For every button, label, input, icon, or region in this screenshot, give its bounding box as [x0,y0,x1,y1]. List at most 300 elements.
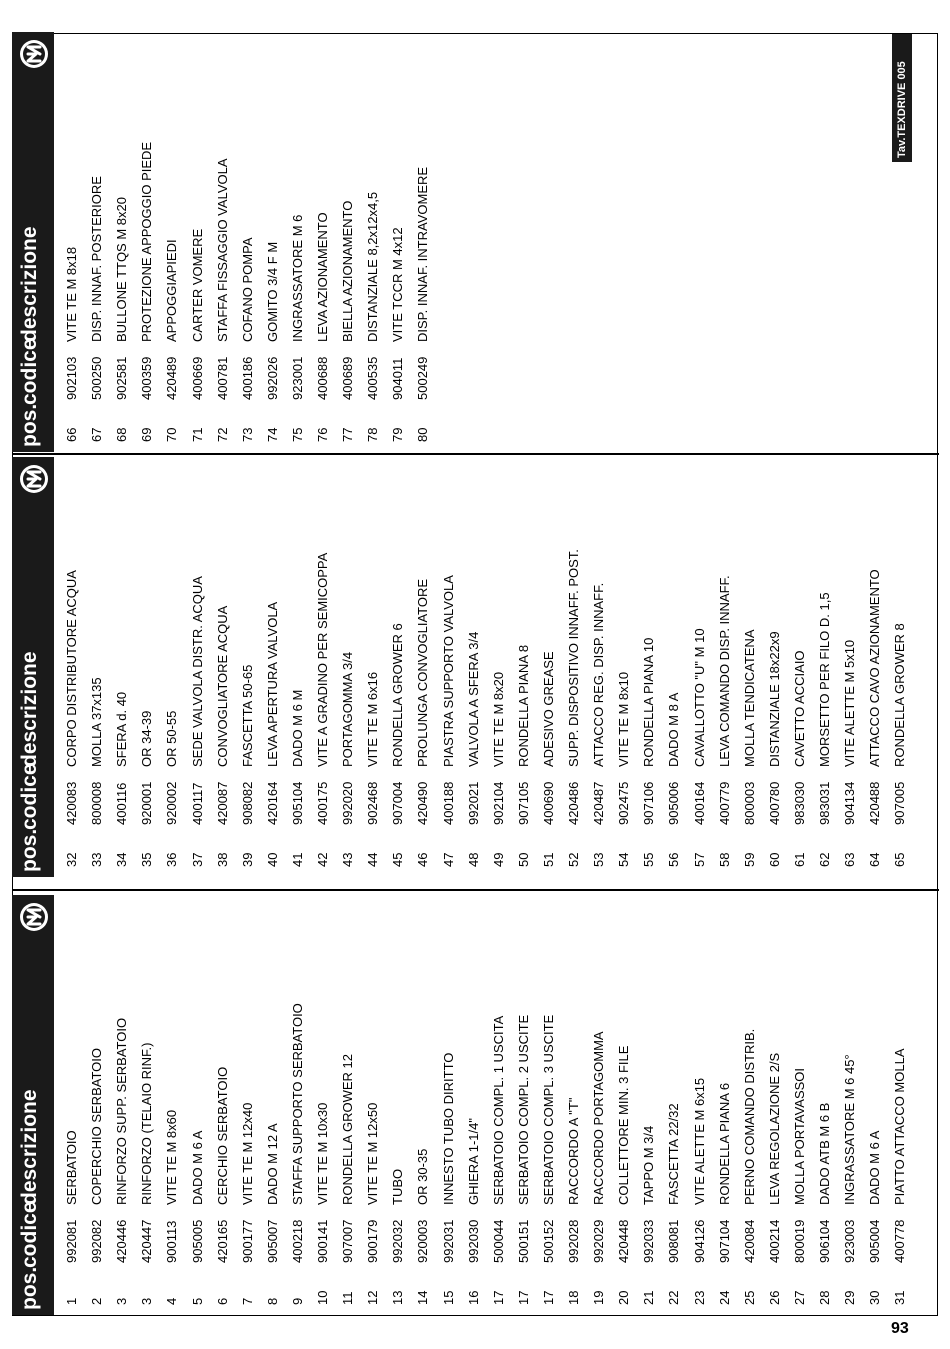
row-pos: 26 [766,1290,782,1305]
row-descrizione: DADO ATB M 6 B [817,1102,832,1205]
row-descrizione: COPERCHIO SERBATOIO [89,1048,105,1205]
row-pos: 60 [766,852,782,867]
row-codice: 420487 [591,781,607,825]
table-row [812,457,837,877]
row-descrizione: PROTEZIONE APPOGGIO PIEDE [139,141,155,342]
row-descrizione: VITE A GRADINO PER SEMICOPPA [315,552,330,767]
table-row [511,895,536,1315]
row-pos: 53 [591,852,607,867]
table-row [385,895,410,1315]
row-codice: 905007 [264,1219,280,1263]
header-codice: codice [18,763,41,830]
header-descrizione: descrizione [18,1089,41,1205]
row-pos: 31 [892,1290,908,1305]
parts-panel [12,895,909,1315]
table-row [134,32,159,452]
row-descrizione: CONVOGLIATORE ACQUA [214,605,230,767]
row-descrizione: OR 34-39 [139,710,155,767]
row-descrizione: VALVOLA A SFERA 3/4 [465,631,481,767]
row-pos: 30 [867,1290,883,1305]
table-row [260,32,285,452]
row-descrizione: SERBATOIO COMPL. 1 USCITA [490,1015,506,1205]
row-codice: 907105 [515,781,531,825]
row-descrizione: FASCETTA 50-65 [239,664,255,767]
row-descrizione: SEDE VALVOLA DISTR. ACQUA [189,576,205,767]
row-pos: 68 [114,427,130,442]
row-codice: 400164 [691,781,707,825]
row-pos: 77 [340,427,356,442]
row-codice: 500152 [540,1219,556,1263]
table-row [159,895,184,1315]
parts-panel [12,457,909,877]
row-codice: 800019 [791,1219,807,1263]
table-row [59,32,84,452]
row-descrizione: VITE TE M 8x60 [164,1109,180,1205]
row-codice: 907106 [641,781,657,825]
table-row [410,32,435,452]
row-pos: 47 [440,852,456,867]
row-pos: 28 [817,1290,832,1305]
row-codice: 500249 [415,356,431,400]
table-row [561,895,586,1315]
row-descrizione: LEVA REGOLAZIONE 2/S [766,1052,782,1205]
row-codice: 992020 [340,781,356,825]
row-pos: 66 [64,427,79,442]
row-pos: 2 [89,1297,105,1305]
table-row [84,32,109,452]
table-row [561,457,586,877]
row-descrizione: RONDELLA PIANA 8 [515,644,531,767]
row-pos: 12 [365,1290,381,1305]
table-row [687,895,712,1315]
row-descrizione: BULLONE TTQS M 8x20 [114,197,130,342]
row-pos: 72 [214,427,230,442]
row-descrizione: STAFFA SUPPORTO SERBATOIO [289,1003,305,1205]
row-descrizione: MOLLA TENDICATENA [741,629,757,767]
table-row [712,457,737,877]
table-row [436,457,461,877]
row-descrizione: DADO M 6 M [289,689,305,767]
row-codice: 902104 [490,781,506,825]
row-descrizione: INGRASSATORE M 6 45° [842,1054,858,1205]
table-row [84,457,109,877]
row-codice: 420446 [114,1219,130,1263]
row-codice: 992031 [440,1219,456,1263]
row-descrizione: RONDELLA GROWER 12 [340,1054,356,1205]
row-codice: 420490 [415,781,431,825]
table-row [134,895,159,1315]
row-pos: 17 [515,1290,531,1305]
table-row [335,457,360,877]
row-descrizione: CARTER VOMERE [189,228,205,342]
row-pos: 23 [691,1290,707,1305]
row-codice: 992026 [264,356,280,400]
table-row [862,895,887,1315]
row-codice: 904126 [691,1219,707,1263]
row-codice: 420165 [214,1219,230,1263]
row-pos: 61 [791,852,807,867]
row-descrizione: CAVALLOTTO "U" M 10 [691,628,707,767]
row-codice: 902475 [616,781,632,825]
row-pos: 20 [616,1290,632,1305]
table-row [109,457,134,877]
table-row [235,457,260,877]
row-pos: 1 [64,1297,79,1305]
table-row [59,457,84,877]
row-pos: 48 [465,852,481,867]
row-codice: 983031 [817,781,832,825]
row-descrizione: CERCHIO SERBATOIO [214,1066,230,1205]
row-descrizione: RINFORZO SUPP. SERBATOIO [114,1017,130,1205]
row-descrizione: DISTANZIALE 8,2x12x4,5 [365,191,381,342]
row-codice: 420447 [139,1219,155,1263]
table-row [611,895,636,1315]
row-codice: 400186 [239,356,255,400]
table-row [712,895,737,1315]
row-codice: 420084 [741,1219,757,1263]
header-codice: codice [18,338,41,405]
row-codice: 905006 [666,781,682,825]
row-descrizione: PERNO COMANDO DISTRIB. [741,1028,757,1205]
table-row [661,457,686,877]
row-codice: 923001 [289,356,305,400]
row-codice: 400116 [114,782,130,825]
row-pos: 7 [239,1297,255,1305]
row-pos: 6 [214,1297,230,1305]
row-descrizione: RACCORDO A "T" [566,1097,581,1205]
row-codice: 400689 [340,356,356,400]
row-pos: 15 [440,1290,456,1305]
table-row [310,32,335,452]
table-row [762,457,787,877]
row-codice: 400779 [716,781,732,825]
header-pos: pos. [18,828,41,872]
row-descrizione: CORPO DISTRIBUTORE ACQUA [64,570,79,767]
table-row [887,895,912,1315]
row-pos: 63 [842,852,858,867]
row-pos: 52 [566,852,581,867]
row-pos: 71 [189,427,205,442]
row-codice: 908082 [239,781,255,825]
row-pos: 17 [540,1290,556,1305]
row-descrizione: VITE TE M 12x50 [365,1102,381,1205]
row-codice: 800003 [741,781,757,825]
row-pos: 33 [89,852,105,867]
table-row [59,895,84,1315]
table-row [762,895,787,1315]
row-pos: 46 [415,852,431,867]
table-row [661,895,686,1315]
table-row [486,895,511,1315]
row-pos: 58 [716,852,732,867]
row-pos: 50 [515,852,531,867]
row-pos: 14 [415,1290,431,1305]
row-descrizione: TUBO [390,1168,406,1205]
row-descrizione: SERBATOIO COMPL. 2 USCITE [515,1014,531,1205]
row-descrizione: RONDELLA GROWER 6 [390,623,406,767]
header-codice: codice [18,1201,41,1268]
row-pos: 59 [741,852,757,867]
table-row [410,457,435,877]
row-pos: 79 [390,427,406,442]
table-row [210,32,235,452]
row-codice: 907104 [716,1219,732,1263]
table-row [737,457,762,877]
row-descrizione: SUPP. DISPOSITIVO INNAFF. POST. [566,549,581,767]
row-descrizione: RONDELLA PIANA 6 [716,1082,732,1205]
panel-divider [13,889,939,891]
row-codice: 992028 [566,1219,581,1263]
header-pos: pos. [18,403,41,447]
table-row [837,895,862,1315]
row-descrizione: VITE TCCR M 4x12 [390,227,406,342]
row-codice: 400669 [189,356,205,400]
row-codice: 992033 [641,1219,657,1263]
table-row [385,457,410,877]
row-descrizione: VITE TE M 8x20 [490,671,506,767]
row-pos: 10 [315,1290,330,1305]
row-descrizione: SFERA d. 40 [114,691,130,767]
row-pos: 35 [139,852,155,867]
table-row [461,457,486,877]
row-pos: 43 [340,852,356,867]
row-codice: 400688 [315,356,330,400]
row-descrizione: APPOGGIAPIEDI [164,239,180,342]
row-descrizione: VITE ALETTE M 6x15 [691,1077,707,1205]
row-codice: 420164 [264,781,280,825]
row-codice: 500151 [515,1219,531,1263]
row-codice: 905004 [867,1219,883,1263]
row-pos: 27 [791,1290,807,1305]
row-codice: 400359 [139,356,155,400]
table-row [159,32,184,452]
table-row [360,457,385,877]
table-row [461,895,486,1315]
table-row [260,457,285,877]
row-pos: 3 [139,1297,155,1305]
row-descrizione: LEVA AZIONAMENTO [315,212,330,342]
parts-panel [12,32,909,452]
table-row [837,457,862,877]
table-row [335,895,360,1315]
row-pos: 8 [264,1297,280,1305]
row-codice: 900177 [239,1219,255,1263]
row-pos: 55 [641,852,657,867]
row-descrizione: ADESIVO GREASE [540,651,556,767]
table-row [511,457,536,877]
row-pos: 73 [239,427,255,442]
table-row [310,895,335,1315]
panel-divider [13,453,939,455]
row-descrizione: GHIERA 1-1/4" [465,1118,481,1205]
table-row [586,895,611,1315]
row-codice: 992032 [390,1219,406,1263]
row-descrizione: MORSETTO PER FILO D. 1,5 [817,592,832,767]
row-pos: 67 [89,427,105,442]
table-row [385,32,410,452]
row-descrizione: SERBATOIO COMPL. 3 USCITE [540,1014,556,1205]
row-pos: 56 [666,852,682,867]
row-codice: 400117 [189,782,205,825]
page-number: 93 [891,1320,909,1337]
table-row [611,457,636,877]
row-codice: 400778 [892,1219,908,1263]
row-descrizione: RONDELLA PIANA 10 [641,637,657,767]
table-row [636,895,661,1315]
row-descrizione: INGRASSATORE M 6 [289,214,305,342]
row-pos: 24 [716,1290,732,1305]
row-codice: 904134 [842,781,858,825]
table-reference-label: Tav.TEXDRIVE 005 [892,34,912,162]
row-descrizione: OR 30-35 [415,1148,431,1205]
row-pos: 75 [289,427,305,442]
table-row [210,895,235,1315]
table-row [235,895,260,1315]
row-codice: 907007 [340,1219,356,1263]
row-descrizione: LEVA COMANDO DISP. INNAFF. [716,575,732,767]
table-row [285,457,310,877]
row-codice: 920003 [415,1219,431,1263]
row-pos: 34 [114,852,130,867]
row-codice: 992030 [465,1219,481,1263]
row-codice: 992021 [465,781,481,825]
row-descrizione: LEVA APERTURA VALVOLA [264,601,280,767]
row-codice: 902468 [365,781,381,825]
row-pos: 49 [490,852,506,867]
row-codice: 400690 [540,781,556,825]
row-descrizione: DADO M 6 A [867,1130,883,1205]
row-pos: 74 [264,427,280,442]
row-pos: 70 [164,427,180,442]
header-descrizione: descrizione [18,651,41,767]
row-codice: 400218 [289,1219,305,1263]
row-codice: 900141 [315,1219,330,1263]
row-descrizione: DADO M 8 A [666,692,682,767]
row-codice: 800008 [89,781,105,825]
row-descrizione: VITE TE M 8x10 [616,671,632,767]
row-descrizione: PIASTRA SUPPORTO VALVOLA [440,575,456,767]
row-descrizione: DISP. INNAF. POSTERIORE [89,176,105,342]
row-pos: 69 [139,427,155,442]
table-row [410,895,435,1315]
row-descrizione: VITE TE M 8x18 [64,246,79,342]
row-descrizione: DADO M 12 A [264,1123,280,1205]
row-descrizione: MOLLA PORTAVASSOI [791,1067,807,1205]
table-row [486,457,511,877]
row-codice: 500250 [89,356,105,400]
row-pos: 41 [289,852,305,867]
row-codice: 900179 [365,1219,381,1263]
row-descrizione: STAFFA FISSAGGIO VALVOLA [214,158,230,342]
row-pos: 37 [189,852,205,867]
row-descrizione: RONDELLA GROWER 8 [892,623,908,767]
row-pos: 78 [365,427,381,442]
header-pos: pos. [18,1266,41,1310]
row-pos: 18 [566,1290,581,1305]
row-pos: 11 [340,1291,356,1305]
row-codice: 900113 [164,1220,180,1263]
row-codice: 920001 [139,781,155,825]
row-descrizione: VITE TE M 12x40 [239,1102,255,1205]
row-descrizione: COFANO POMPA [239,237,255,342]
row-codice: 905005 [189,1219,205,1263]
row-descrizione: BIELLA AZIONAMENTO [340,200,356,342]
table-row [737,895,762,1315]
row-codice: 500044 [490,1219,506,1263]
row-descrizione: VITE TE M 6x16 [365,671,381,767]
table-row [185,32,210,452]
row-codice: 923003 [842,1219,858,1263]
row-codice: 420448 [616,1219,632,1263]
row-descrizione: SERBATOIO [64,1130,79,1205]
row-pos: 38 [214,852,230,867]
row-pos: 13 [390,1290,406,1305]
table-row [436,895,461,1315]
row-pos: 54 [616,852,632,867]
row-codice: 907005 [892,781,908,825]
table-row [134,457,159,877]
row-pos: 32 [64,852,79,867]
row-pos: 3 [114,1297,130,1305]
row-descrizione: FASCETTA 22/32 [666,1103,682,1205]
row-pos: 5 [189,1297,205,1305]
row-pos: 42 [315,852,330,867]
table-row [360,32,385,452]
table-row [586,457,611,877]
row-descrizione: COLLETTORE MIN. 3 FILE [616,1045,632,1205]
row-pos: 44 [365,852,381,867]
table-row [285,32,310,452]
row-descrizione: GOMITO 3/4 F M [264,241,280,342]
table-row [812,895,837,1315]
row-descrizione: DISP. INNAF. INTRAVOMERE [415,166,431,342]
row-descrizione: PORTAGOMMA 3/4 [340,651,356,767]
row-pos: 16 [465,1290,481,1305]
row-codice: 420083 [64,781,79,825]
row-codice: 400175 [315,781,330,825]
table-row [636,457,661,877]
row-descrizione: DADO M 6 A [189,1130,205,1205]
row-pos: 64 [867,852,883,867]
row-codice: 420488 [867,781,883,825]
row-descrizione: CAVETTO ACCIAIO [791,650,807,767]
row-codice: 906104 [817,1219,832,1263]
row-codice: 992029 [591,1219,607,1263]
row-codice: 905104 [289,781,305,825]
row-pos: 45 [390,852,406,867]
row-pos: 80 [415,427,431,442]
row-descrizione: ATTACCO REG. DISP. INNAFF. [591,582,607,767]
row-descrizione: RINFORZO (TELAIO RINF.) [139,1042,155,1205]
table-row [210,457,235,877]
row-descrizione: OR 50-55 [164,710,180,767]
table-row [787,457,812,877]
row-pos: 76 [315,427,330,442]
row-descrizione: INNESTO TUBO DIRITTO [440,1052,456,1205]
row-codice: 400188 [440,781,456,825]
row-codice: 920002 [164,781,180,825]
table-row [862,457,887,877]
table-row [310,457,335,877]
row-pos: 4 [164,1297,180,1305]
row-codice: 904011 [390,357,406,400]
row-pos: 29 [842,1290,858,1305]
table-row [235,32,260,452]
row-descrizione: PROLUNGA CONVOGLIATORE [415,578,431,767]
row-pos: 51 [540,852,556,867]
row-codice: 400780 [766,781,782,825]
row-descrizione: TAPPO M 3/4 [641,1125,657,1205]
